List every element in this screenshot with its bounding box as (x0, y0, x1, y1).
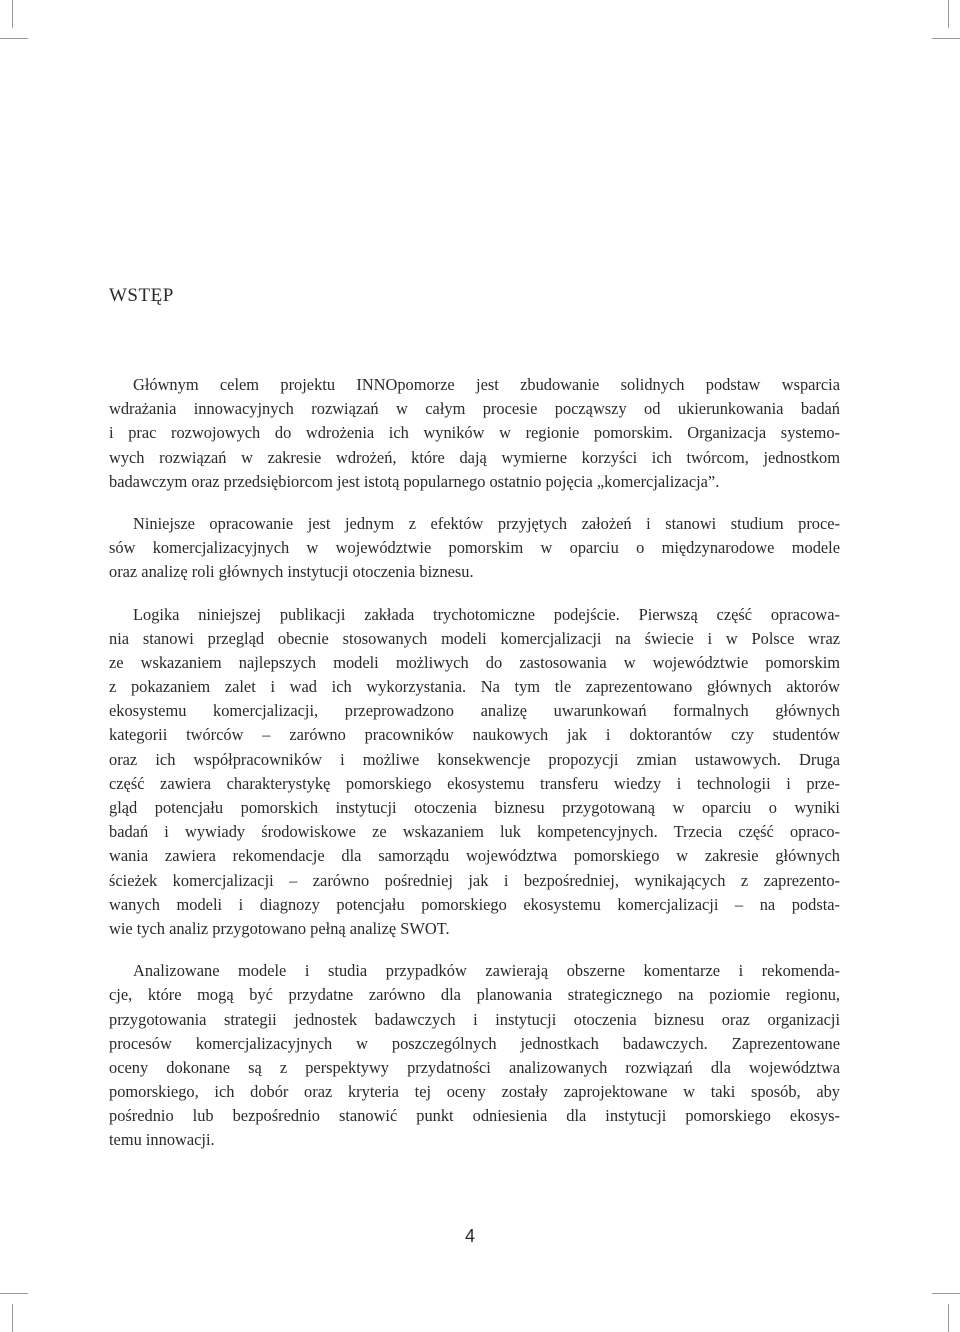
body-text (109, 373, 840, 1171)
crop-mark-top-right (948, 0, 949, 28)
paragraph-line: badawczym oraz przedsiębiorcom jest istotą popularnego ostatnio pojęcia „komercjalizacja”. (109, 471, 720, 491)
paragraph-line: badań i wywiady środowiskowe ze wskazaniem luk kompetencyjnych. Trzecia część opraco- (109, 822, 840, 842)
paragraph-line: cje, które mogą być przydatne zarówno dla planowania strategicznego na poziomie regionu, (109, 985, 840, 1005)
paragraph-line: wdrażania innowacyjnych rozwiązań w całym procesie począwszy od ukierunkowania badań (109, 399, 840, 419)
paragraph-3 (109, 603, 840, 942)
paragraph-line: oraz analizę roli głównych instytucji otoczenia biznesu. (109, 562, 474, 582)
paragraph-line: nia stanowi przegląd obecnie stosowanych modeli komercjalizacji na świecie i w Polsce wraz (109, 628, 840, 648)
paragraph-line: pomorskiego, ich dobór oraz kryteria tej oceny zostały zaprojektowane w taki sposób, aby (109, 1082, 840, 1102)
paragraph-line: kategorii twórców – zarówno pracowników naukowych jak i doktorantów czy studentów (109, 725, 840, 745)
paragraph-line: temu innowacji. (109, 1130, 215, 1150)
paragraph-line: Analizowane modele i studia przypadków zawierają obszerne komentarze i rekomenda- (133, 961, 840, 981)
page-number: 4 (464, 1226, 475, 1246)
paragraph-line: wania zawiera rekomendacje dla samorządu województwa pomorskiego w zakresie głównych (109, 846, 840, 866)
crop-mark-bottom-left-horizontal (0, 1293, 28, 1294)
paragraph-line: pośrednio lub bezpośrednio stanowić punkt odniesienia dla instytucji pomorskiego ekosys- (109, 1106, 840, 1126)
crop-mark-top-left-horizontal (0, 38, 28, 39)
paragraph-line: wych rozwiązań w zakresie wdrożeń, które dają wymierne korzyści ich twórcom, jednostkom (109, 447, 840, 467)
page-heading: WSTĘP (109, 285, 174, 306)
paragraph-line: oceny dokonane są z perspektywy przydatności analizowanych rozwiązań dla województwa (109, 1057, 840, 1077)
paragraph-2 (109, 512, 840, 585)
paragraph-line: wie tych analiz przygotowano pełną analizę SWOT. (109, 918, 450, 938)
paragraph-line: oraz ich współpracowników i możliwe konsekwencje propozycji zmian ustawowych. Druga (109, 749, 840, 769)
paragraph-line: część zawiera charakterystykę pomorskiego ekosystemu transferu wiedzy i technologii i prze- (109, 773, 840, 793)
paragraph-line: Niniejsze opracowanie jest jednym z efektów przyjętych założeń i stanowi studium proce- (133, 513, 840, 533)
paragraph-line: ze wskazaniem najlepszych modeli możliwych do zastosowania w województwie pomorskim (109, 652, 840, 672)
paragraph-line: przygotowania strategii jednostek badawczych i instytucji otoczenia biznesu oraz organizacji (109, 1009, 840, 1029)
paragraph-line: wanych modeli i diagnozy potencjału pomorskiego ekosystemu komercjalizacji – na podsta- (109, 894, 840, 914)
paragraph-line: ekosystemu komercjalizacji, przeprowadzono analizę uwarunkowań formalnych głównych (109, 701, 840, 721)
crop-mark-bottom-right (948, 1304, 949, 1332)
crop-mark-top-right-horizontal (932, 38, 960, 39)
paragraph-line: ścieżek komercjalizacji – zarówno pośredniej jak i bezpośredniej, wynikających z zaprezento- (109, 870, 840, 890)
paragraph-line: z pokazaniem zalet i wad ich wykorzystania. Na tym tle zaprezentowano głównych aktorów (109, 677, 840, 697)
crop-mark-bottom-right-horizontal (932, 1293, 960, 1294)
paragraph-line: gląd potencjału pomorskich instytucji otoczenia biznesu przygotowaną w oparciu o wyniki (109, 798, 840, 817)
paragraph-1 (109, 373, 840, 494)
crop-mark-bottom-left (12, 1304, 13, 1332)
paragraph-line: Głównym celem projektu INNOpomorze jest zbudowanie solidnych podstaw wsparcia (133, 375, 840, 394)
paragraph-line: i prac rozwojowych do wdrożenia ich wyników w regionie pomorskim. Organizacja systemo- (109, 423, 840, 443)
paragraph-line: Logika niniejszej publikacji zakłada trychotomiczne podejście. Pierwszą część opracowa- (133, 604, 840, 624)
crop-mark-top-left (12, 0, 13, 28)
paragraph-line: sów komercjalizacyjnych w województwie pomorskim w oparciu o międzynarodowe modele (109, 538, 840, 558)
paragraph-4 (109, 959, 840, 1153)
paragraph-line: procesów komercjalizacyjnych w poszczególnych jednostkach badawczych. Zaprezentowane (109, 1033, 840, 1053)
